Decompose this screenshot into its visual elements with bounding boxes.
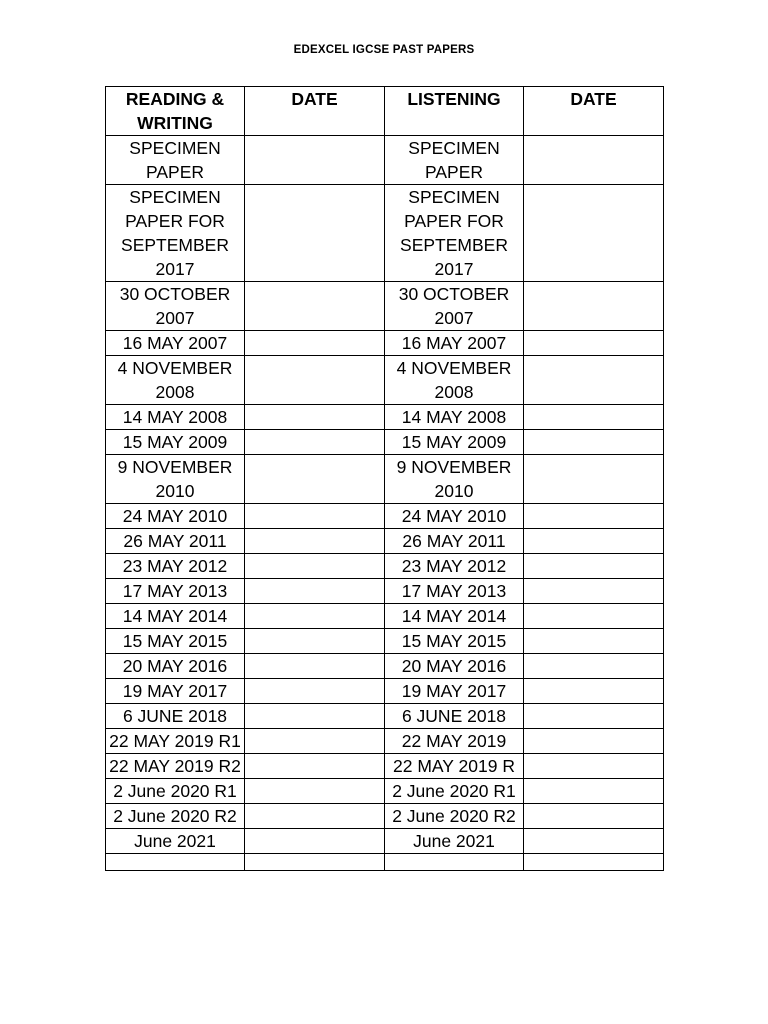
- date-cell: [245, 529, 385, 554]
- date-cell: [524, 604, 664, 629]
- table-row: [106, 604, 664, 629]
- date-cell: [524, 455, 664, 504]
- reading-writing-cell: [106, 854, 245, 871]
- reading-writing-cell: SPECIMEN PAPER FOR SEPTEMBER 2017: [106, 185, 245, 282]
- reading-writing-cell: June 2021: [106, 829, 245, 854]
- date-cell: [245, 604, 385, 629]
- reading-writing-cell: 15 MAY 2015: [106, 629, 245, 654]
- table-row: [106, 136, 664, 185]
- listening-cell: SPECIMEN PAPER FOR SEPTEMBER 2017: [385, 185, 524, 282]
- table-row: [106, 455, 664, 504]
- table-row: [106, 779, 664, 804]
- date-cell: [524, 579, 664, 604]
- listening-cell: 23 MAY 2012: [385, 554, 524, 579]
- past-papers-table: [105, 86, 664, 871]
- table-row: [106, 629, 664, 654]
- reading-writing-cell: 19 MAY 2017: [106, 679, 245, 704]
- reading-writing-cell: 30 OCTOBER 2007: [106, 282, 245, 331]
- date-cell: [524, 504, 664, 529]
- reading-writing-cell: 2 June 2020 R1: [106, 779, 245, 804]
- reading-writing-cell: 22 MAY 2019 R1: [106, 729, 245, 754]
- reading-writing-cell: 14 MAY 2014: [106, 604, 245, 629]
- table-row: [106, 754, 664, 779]
- date-cell: [245, 804, 385, 829]
- date-cell: [524, 554, 664, 579]
- date-cell: [524, 729, 664, 754]
- date-cell: [245, 136, 385, 185]
- date-cell: [245, 185, 385, 282]
- reading-writing-cell: 24 MAY 2010: [106, 504, 245, 529]
- reading-writing-cell: 14 MAY 2008: [106, 405, 245, 430]
- listening-cell: [385, 854, 524, 871]
- table-row: [106, 554, 664, 579]
- listening-cell: 24 MAY 2010: [385, 504, 524, 529]
- listening-cell: 17 MAY 2013: [385, 579, 524, 604]
- table-row: [106, 356, 664, 405]
- table-row: [106, 579, 664, 604]
- listening-cell: 4 NOVEMBER 2008: [385, 356, 524, 405]
- table-row: [106, 504, 664, 529]
- reading-writing-cell: 9 NOVEMBER 2010: [106, 455, 245, 504]
- header-date: DATE: [245, 87, 385, 136]
- table-row: [106, 282, 664, 331]
- date-cell: [524, 754, 664, 779]
- date-cell: [524, 654, 664, 679]
- listening-cell: 30 OCTOBER 2007: [385, 282, 524, 331]
- listening-cell: 22 MAY 2019: [385, 729, 524, 754]
- listening-cell: 16 MAY 2007: [385, 331, 524, 356]
- listening-cell: June 2021: [385, 829, 524, 854]
- table-row: [106, 331, 664, 356]
- date-cell: [245, 654, 385, 679]
- date-cell: [524, 629, 664, 654]
- date-cell: [524, 331, 664, 356]
- table-row: [106, 529, 664, 554]
- listening-cell: 2 June 2020 R2: [385, 804, 524, 829]
- reading-writing-cell: 26 MAY 2011: [106, 529, 245, 554]
- listening-cell: 2 June 2020 R1: [385, 779, 524, 804]
- listening-cell: 20 MAY 2016: [385, 654, 524, 679]
- listening-cell: 14 MAY 2014: [385, 604, 524, 629]
- date-cell: [524, 356, 664, 405]
- reading-writing-cell: 15 MAY 2009: [106, 430, 245, 455]
- date-cell: [245, 504, 385, 529]
- date-cell: [245, 679, 385, 704]
- date-cell: [524, 529, 664, 554]
- date-cell: [245, 356, 385, 405]
- listening-cell: SPECIMEN PAPER: [385, 136, 524, 185]
- header-listening: LISTENING: [385, 87, 524, 136]
- table-header-row: [106, 87, 664, 136]
- table-row: [106, 430, 664, 455]
- date-cell: [524, 282, 664, 331]
- reading-writing-cell: 17 MAY 2013: [106, 579, 245, 604]
- date-cell: [245, 430, 385, 455]
- reading-writing-cell: 20 MAY 2016: [106, 654, 245, 679]
- date-cell: [245, 331, 385, 356]
- listening-cell: 22 MAY 2019 R: [385, 754, 524, 779]
- table-row: [106, 854, 664, 871]
- reading-writing-cell: 16 MAY 2007: [106, 331, 245, 356]
- date-cell: [245, 579, 385, 604]
- date-cell: [245, 754, 385, 779]
- date-cell: [245, 779, 385, 804]
- date-cell: [524, 405, 664, 430]
- date-cell: [245, 405, 385, 430]
- date-cell: [524, 430, 664, 455]
- reading-writing-cell: 4 NOVEMBER 2008: [106, 356, 245, 405]
- date-cell: [524, 185, 664, 282]
- listening-cell: 26 MAY 2011: [385, 529, 524, 554]
- header-reading-writing: READING & WRITING: [106, 87, 245, 136]
- date-cell: [524, 136, 664, 185]
- table-row: [106, 405, 664, 430]
- table-row: [106, 679, 664, 704]
- date-cell: [245, 554, 385, 579]
- table-row: [106, 704, 664, 729]
- listening-cell: 15 MAY 2009: [385, 430, 524, 455]
- date-cell: [524, 854, 664, 871]
- listening-cell: 15 MAY 2015: [385, 629, 524, 654]
- date-cell: [245, 854, 385, 871]
- reading-writing-cell: 23 MAY 2012: [106, 554, 245, 579]
- table-row: [106, 654, 664, 679]
- listening-cell: 6 JUNE 2018: [385, 704, 524, 729]
- reading-writing-cell: 2 June 2020 R2: [106, 804, 245, 829]
- date-cell: [245, 729, 385, 754]
- date-cell: [245, 829, 385, 854]
- reading-writing-cell: SPECIMEN PAPER: [106, 136, 245, 185]
- date-cell: [524, 779, 664, 804]
- listening-cell: 19 MAY 2017: [385, 679, 524, 704]
- date-cell: [245, 704, 385, 729]
- date-cell: [524, 679, 664, 704]
- table-row: [106, 185, 664, 282]
- table-row: [106, 829, 664, 854]
- date-cell: [524, 804, 664, 829]
- reading-writing-cell: 6 JUNE 2018: [106, 704, 245, 729]
- reading-writing-cell: 22 MAY 2019 R2: [106, 754, 245, 779]
- table-row: [106, 804, 664, 829]
- page-title: EDEXCEL IGCSE PAST PAPERS: [293, 44, 475, 56]
- listening-cell: 9 NOVEMBER 2010: [385, 455, 524, 504]
- header-date: DATE: [524, 87, 664, 136]
- date-cell: [524, 704, 664, 729]
- listening-cell: 14 MAY 2008: [385, 405, 524, 430]
- date-cell: [245, 455, 385, 504]
- table-row: [106, 729, 664, 754]
- date-cell: [245, 629, 385, 654]
- date-cell: [524, 829, 664, 854]
- date-cell: [245, 282, 385, 331]
